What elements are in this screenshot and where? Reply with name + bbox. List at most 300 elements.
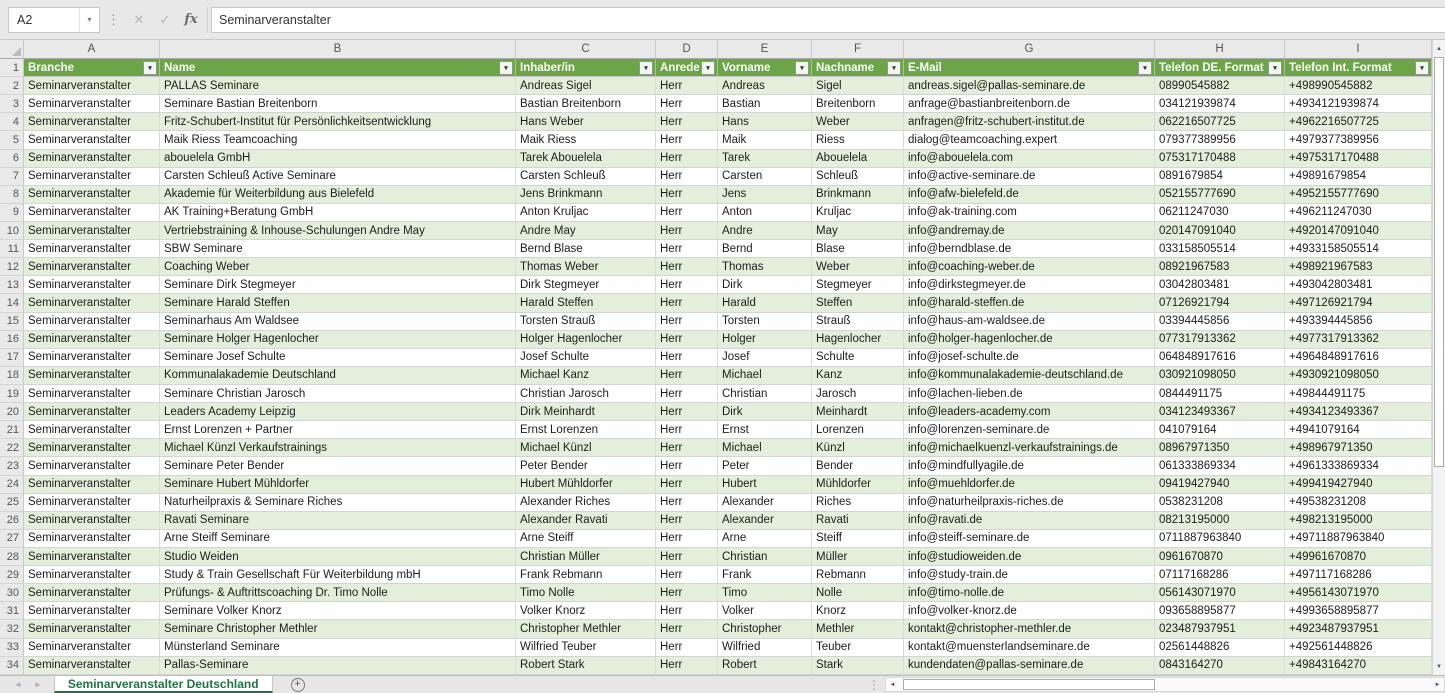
cell[interactable]: Herr: [656, 294, 718, 312]
cell[interactable]: +4977317913362: [1285, 331, 1432, 349]
cell[interactable]: Hubert Mühldorfer: [516, 476, 656, 494]
cell[interactable]: +4975317170488: [1285, 150, 1432, 168]
cell[interactable]: +497117168286: [1285, 566, 1432, 584]
cell[interactable]: Sigel: [812, 77, 904, 95]
row-number[interactable]: 19: [0, 385, 24, 403]
cell[interactable]: Knorz: [812, 602, 904, 620]
cell[interactable]: info@lorenzen-seminare.de: [904, 421, 1155, 439]
cell[interactable]: Tarek: [718, 150, 812, 168]
row-number[interactable]: 29: [0, 566, 24, 584]
cell[interactable]: info@volker-knorz.de: [904, 602, 1155, 620]
cell[interactable]: Seminarveranstalter: [24, 476, 160, 494]
cell[interactable]: info@study-train.de: [904, 566, 1155, 584]
cell[interactable]: Herr: [656, 240, 718, 258]
column-letter-I[interactable]: I: [1285, 40, 1432, 58]
formula-input[interactable]: [211, 7, 1445, 33]
cell[interactable]: 0891679854: [1155, 168, 1285, 186]
cell[interactable]: info@steiff-seminare.de: [904, 530, 1155, 548]
cell[interactable]: Herr: [656, 367, 718, 385]
cell[interactable]: Herr: [656, 403, 718, 421]
cell[interactable]: Robert Stark: [516, 657, 656, 675]
cell[interactable]: Herr: [656, 457, 718, 475]
row-number[interactable]: 28: [0, 548, 24, 566]
scroll-up-icon[interactable]: ▲: [1433, 40, 1445, 57]
cell[interactable]: Herr: [656, 77, 718, 95]
cell[interactable]: Münsterland Seminare: [160, 639, 516, 657]
cell[interactable]: Ravati: [812, 512, 904, 530]
cell[interactable]: Seminarveranstalter: [24, 657, 160, 675]
cell[interactable]: Herr: [656, 331, 718, 349]
cell[interactable]: Arne Steiff Seminare: [160, 530, 516, 548]
cell[interactable]: Herr: [656, 204, 718, 222]
cell[interactable]: Anton: [718, 204, 812, 222]
cell[interactable]: info@abouelela.com: [904, 150, 1155, 168]
cell[interactable]: Andreas: [718, 77, 812, 95]
cell[interactable]: Michael Künzl Verkaufstrainings: [160, 439, 516, 457]
cell[interactable]: Torsten: [718, 313, 812, 331]
prev-sheet-icon[interactable]: ◄: [14, 680, 22, 689]
cell[interactable]: Kommunalakademie Deutschland: [160, 367, 516, 385]
cell[interactable]: AK Training+Beratung GmbH: [160, 204, 516, 222]
cell[interactable]: Frank: [718, 566, 812, 584]
scroll-right-icon[interactable]: ►: [1434, 681, 1441, 688]
cell[interactable]: Hans: [718, 113, 812, 131]
row-number[interactable]: 33: [0, 639, 24, 657]
cell[interactable]: +49711887963840: [1285, 530, 1432, 548]
cell[interactable]: info@lachen-lieben.de: [904, 385, 1155, 403]
cell[interactable]: Prüfungs- & Auftrittscoaching Dr. Timo Nolle: [160, 584, 516, 602]
cell[interactable]: Christian Müller: [516, 548, 656, 566]
row-number[interactable]: 22: [0, 439, 24, 457]
cell[interactable]: 08990545882: [1155, 77, 1285, 95]
cell[interactable]: Arne: [718, 530, 812, 548]
cell[interactable]: +4961333869334: [1285, 457, 1432, 475]
name-box[interactable]: [8, 7, 100, 33]
insert-function-icon[interactable]: fx: [178, 7, 204, 33]
cell[interactable]: 034123493367: [1155, 403, 1285, 421]
row-number[interactable]: 17: [0, 349, 24, 367]
cell[interactable]: +4934123493367: [1285, 403, 1432, 421]
cell[interactable]: +498921967583: [1285, 258, 1432, 276]
cell[interactable]: Coaching Weber: [160, 258, 516, 276]
cell[interactable]: Michael Kanz: [516, 367, 656, 385]
cell[interactable]: 061333869334: [1155, 457, 1285, 475]
cell[interactable]: Methler: [812, 620, 904, 638]
filter-icon[interactable]: ▾: [795, 61, 809, 75]
cell[interactable]: Dirk: [718, 276, 812, 294]
cell[interactable]: info@ak-training.com: [904, 204, 1155, 222]
cell[interactable]: 062216507725: [1155, 113, 1285, 131]
cell[interactable]: Study & Train Gesellschaft Für Weiterbildung mbH: [160, 566, 516, 584]
column-letter-E[interactable]: E: [718, 40, 812, 58]
cell[interactable]: 03042803481: [1155, 276, 1285, 294]
cell[interactable]: info@timo-nolle.de: [904, 584, 1155, 602]
cell[interactable]: 064848917616: [1155, 349, 1285, 367]
cell[interactable]: Christopher Methler: [516, 620, 656, 638]
cell[interactable]: Herr: [656, 639, 718, 657]
cell[interactable]: Dirk: [718, 403, 812, 421]
cell[interactable]: Herr: [656, 548, 718, 566]
vertical-scroll-thumb[interactable]: [1434, 57, 1444, 467]
row-number[interactable]: 15: [0, 313, 24, 331]
sheet-tab-active[interactable]: [54, 676, 273, 693]
cell[interactable]: Stegmeyer: [812, 276, 904, 294]
cell[interactable]: Dirk Meinhardt: [516, 403, 656, 421]
cell[interactable]: Alexander Riches: [516, 494, 656, 512]
cell[interactable]: Anton Kruljac: [516, 204, 656, 222]
cell[interactable]: Künzl: [812, 439, 904, 457]
filter-icon[interactable]: ▾: [1268, 61, 1282, 75]
cell[interactable]: Herr: [656, 150, 718, 168]
cell[interactable]: Seminarveranstalter: [24, 313, 160, 331]
cell[interactable]: Thomas: [718, 258, 812, 276]
row-number[interactable]: 26: [0, 512, 24, 530]
row-number[interactable]: 2: [0, 77, 24, 95]
cell[interactable]: Harald: [718, 294, 812, 312]
cell[interactable]: Seminarveranstalter: [24, 620, 160, 638]
cell[interactable]: Carsten Schleuß: [516, 168, 656, 186]
cell[interactable]: Seminarveranstalter: [24, 349, 160, 367]
cell[interactable]: Harald Steffen: [516, 294, 656, 312]
cell[interactable]: info@afw-bielefeld.de: [904, 186, 1155, 204]
row-number[interactable]: 5: [0, 131, 24, 149]
name-box-dropdown-icon[interactable]: ▾: [79, 8, 99, 32]
cancel-icon[interactable]: ✕: [126, 7, 152, 33]
cell[interactable]: Seminarveranstalter: [24, 530, 160, 548]
cell[interactable]: Seminarveranstalter: [24, 403, 160, 421]
cell[interactable]: Josef Schulte: [516, 349, 656, 367]
cell[interactable]: +498967971350: [1285, 439, 1432, 457]
cell[interactable]: Seminare Holger Hagenlocher: [160, 331, 516, 349]
cell[interactable]: May: [812, 222, 904, 240]
cell[interactable]: Vertriebstraining & Inhouse-Schulungen Andre May: [160, 222, 516, 240]
cell[interactable]: +4956143071970: [1285, 584, 1432, 602]
cell[interactable]: info@dirkstegmeyer.de: [904, 276, 1155, 294]
cell[interactable]: +492561448826: [1285, 639, 1432, 657]
cell[interactable]: 03394445856: [1155, 313, 1285, 331]
cell[interactable]: Strauß: [812, 313, 904, 331]
cell[interactable]: Breitenborn: [812, 95, 904, 113]
cell[interactable]: Maik Riess Teamcoaching: [160, 131, 516, 149]
cell[interactable]: Carsten Schleuß Active Seminare: [160, 168, 516, 186]
cell[interactable]: Herr: [656, 584, 718, 602]
cell[interactable]: +498990545882: [1285, 77, 1432, 95]
cell[interactable]: kontakt@muensterlandseminare.de: [904, 639, 1155, 657]
cell[interactable]: Riches: [812, 494, 904, 512]
cell[interactable]: Steiff: [812, 530, 904, 548]
row-number[interactable]: 30: [0, 584, 24, 602]
cell[interactable]: Studio Weiden: [160, 548, 516, 566]
cell[interactable]: +499419427940: [1285, 476, 1432, 494]
cell[interactable]: Herr: [656, 494, 718, 512]
cell[interactable]: 077317913362: [1155, 331, 1285, 349]
header-cell[interactable]: [24, 59, 160, 77]
cell[interactable]: Ernst Lorenzen: [516, 421, 656, 439]
enter-icon[interactable]: ✓: [152, 7, 178, 33]
add-sheet-icon[interactable]: +: [291, 678, 305, 692]
cell[interactable]: Seminare Bastian Breitenborn: [160, 95, 516, 113]
row-number[interactable]: 11: [0, 240, 24, 258]
cell[interactable]: Herr: [656, 566, 718, 584]
cell[interactable]: Seminarveranstalter: [24, 77, 160, 95]
cell[interactable]: Carsten: [718, 168, 812, 186]
row-number[interactable]: 10: [0, 222, 24, 240]
cell[interactable]: 079377389956: [1155, 131, 1285, 149]
vertical-scroll-track[interactable]: [1433, 467, 1445, 658]
cell[interactable]: Bernd Blase: [516, 240, 656, 258]
filter-icon[interactable]: ▾: [639, 61, 653, 75]
cell[interactable]: Hagenlocher: [812, 331, 904, 349]
cell[interactable]: +497126921794: [1285, 294, 1432, 312]
cell[interactable]: Christopher: [718, 620, 812, 638]
cell[interactable]: Andre May: [516, 222, 656, 240]
cell[interactable]: info@kommunalakademie-deutschland.de: [904, 367, 1155, 385]
cell[interactable]: Seminarveranstalter: [24, 548, 160, 566]
cell[interactable]: +49843164270: [1285, 657, 1432, 675]
cell[interactable]: anfragen@fritz-schubert-institut.de: [904, 113, 1155, 131]
cell[interactable]: Herr: [656, 276, 718, 294]
cell[interactable]: Andre: [718, 222, 812, 240]
cell[interactable]: Maik: [718, 131, 812, 149]
next-sheet-icon[interactable]: ►: [33, 680, 42, 689]
vertical-scrollbar[interactable]: [1432, 40, 1445, 675]
cell[interactable]: Christian: [718, 548, 812, 566]
cell[interactable]: info@andremay.de: [904, 222, 1155, 240]
cell[interactable]: Bender: [812, 457, 904, 475]
cell[interactable]: Maik Riess: [516, 131, 656, 149]
cell[interactable]: Herr: [656, 258, 718, 276]
cell[interactable]: Jens Brinkmann: [516, 186, 656, 204]
row-number[interactable]: 4: [0, 113, 24, 131]
column-letter-F[interactable]: F: [812, 40, 904, 58]
cell[interactable]: Christian Jarosch: [516, 385, 656, 403]
row-number[interactable]: 31: [0, 602, 24, 620]
cell[interactable]: +49891679854: [1285, 168, 1432, 186]
cell[interactable]: Seminare Dirk Stegmeyer: [160, 276, 516, 294]
cell[interactable]: Bastian Breitenborn: [516, 95, 656, 113]
cell[interactable]: +4920147091040: [1285, 222, 1432, 240]
cell[interactable]: Alexander: [718, 512, 812, 530]
cell[interactable]: Herr: [656, 657, 718, 675]
cell[interactable]: Tarek Abouelela: [516, 150, 656, 168]
scroll-down-icon[interactable]: ▼: [1433, 658, 1445, 675]
cell[interactable]: Herr: [656, 512, 718, 530]
row-number[interactable]: 20: [0, 403, 24, 421]
cell[interactable]: Brinkmann: [812, 186, 904, 204]
cell[interactable]: 07117168286: [1155, 566, 1285, 584]
filter-icon[interactable]: ▾: [1415, 61, 1429, 75]
header-cell[interactable]: [812, 59, 904, 77]
cell[interactable]: +4941079164: [1285, 421, 1432, 439]
row-number[interactable]: 23: [0, 457, 24, 475]
cell[interactable]: 09419427940: [1155, 476, 1285, 494]
header-cell[interactable]: [718, 59, 812, 77]
splitter-dots-icon[interactable]: ⋮: [868, 677, 880, 692]
cell[interactable]: Seminarveranstalter: [24, 385, 160, 403]
cell[interactable]: SBW Seminare: [160, 240, 516, 258]
cell[interactable]: Seminarveranstalter: [24, 258, 160, 276]
cell[interactable]: 02561448826: [1155, 639, 1285, 657]
horizontal-scroll-thumb[interactable]: [903, 679, 1155, 690]
cell[interactable]: kundendaten@pallas-seminare.de: [904, 657, 1155, 675]
cell[interactable]: Seminarhaus Am Waldsee: [160, 313, 516, 331]
cell[interactable]: 0844491175: [1155, 385, 1285, 403]
cell[interactable]: Herr: [656, 439, 718, 457]
filter-icon[interactable]: ▾: [499, 61, 513, 75]
cell[interactable]: Seminarveranstalter: [24, 276, 160, 294]
cell[interactable]: info@ravati.de: [904, 512, 1155, 530]
cell[interactable]: Andreas Sigel: [516, 77, 656, 95]
cell[interactable]: Kruljac: [812, 204, 904, 222]
cell[interactable]: Jens: [718, 186, 812, 204]
column-letter-A[interactable]: A: [24, 40, 160, 58]
cell[interactable]: Seminarveranstalter: [24, 512, 160, 530]
cell[interactable]: Seminarveranstalter: [24, 131, 160, 149]
cell[interactable]: Hubert: [718, 476, 812, 494]
cell[interactable]: Michael: [718, 439, 812, 457]
cell[interactable]: +4933158505514: [1285, 240, 1432, 258]
cell[interactable]: info@michaelkuenzl-verkaufstrainings.de: [904, 439, 1155, 457]
cell[interactable]: Volker Knorz: [516, 602, 656, 620]
cell[interactable]: info@naturheilpraxis-riches.de: [904, 494, 1155, 512]
header-cell[interactable]: [1155, 59, 1285, 77]
cell[interactable]: Holger: [718, 331, 812, 349]
cell[interactable]: Nolle: [812, 584, 904, 602]
cell[interactable]: 0538231208: [1155, 494, 1285, 512]
row-number[interactable]: 34: [0, 657, 24, 675]
cell[interactable]: Alexander: [718, 494, 812, 512]
cell[interactable]: +493042803481: [1285, 276, 1432, 294]
cell[interactable]: +4979377389956: [1285, 131, 1432, 149]
cell[interactable]: Stark: [812, 657, 904, 675]
cell[interactable]: Rebmann: [812, 566, 904, 584]
cell[interactable]: Weber: [812, 258, 904, 276]
cell[interactable]: Herr: [656, 602, 718, 620]
cell[interactable]: Seminarveranstalter: [24, 222, 160, 240]
cell[interactable]: Seminarveranstalter: [24, 639, 160, 657]
row-number[interactable]: 3: [0, 95, 24, 113]
cell[interactable]: 08213195000: [1155, 512, 1285, 530]
cell[interactable]: info@leaders-academy.com: [904, 403, 1155, 421]
cell[interactable]: info@coaching-weber.de: [904, 258, 1155, 276]
cell[interactable]: Peter: [718, 457, 812, 475]
row-number[interactable]: 12: [0, 258, 24, 276]
cell[interactable]: +49538231208: [1285, 494, 1432, 512]
cell[interactable]: Seminare Christopher Methler: [160, 620, 516, 638]
cell[interactable]: +4964848917616: [1285, 349, 1432, 367]
cell[interactable]: PALLAS Seminare: [160, 77, 516, 95]
row-number[interactable]: 13: [0, 276, 24, 294]
cell[interactable]: Seminarveranstalter: [24, 457, 160, 475]
cell[interactable]: Weber: [812, 113, 904, 131]
cell[interactable]: Ravati Seminare: [160, 512, 516, 530]
cell[interactable]: +4952155777690: [1285, 186, 1432, 204]
cell[interactable]: Seminare Volker Knorz: [160, 602, 516, 620]
cell[interactable]: Christian: [718, 385, 812, 403]
filter-icon[interactable]: ▾: [701, 61, 715, 75]
column-letter-H[interactable]: H: [1155, 40, 1285, 58]
cell[interactable]: 08967971350: [1155, 439, 1285, 457]
row-number[interactable]: 8: [0, 186, 24, 204]
cell[interactable]: Bernd: [718, 240, 812, 258]
row-number[interactable]: 1: [0, 59, 24, 77]
cell[interactable]: Alexander Ravati: [516, 512, 656, 530]
cell[interactable]: +4934121939874: [1285, 95, 1432, 113]
cell[interactable]: Herr: [656, 313, 718, 331]
cell[interactable]: Ernst Lorenzen + Partner: [160, 421, 516, 439]
cell[interactable]: Herr: [656, 349, 718, 367]
row-number[interactable]: 14: [0, 294, 24, 312]
cell[interactable]: Seminare Harald Steffen: [160, 294, 516, 312]
cell[interactable]: 07126921794: [1155, 294, 1285, 312]
cell[interactable]: +4993658895877: [1285, 602, 1432, 620]
cell[interactable]: Seminarveranstalter: [24, 439, 160, 457]
cell[interactable]: Pallas-Seminare: [160, 657, 516, 675]
horizontal-scrollbar[interactable]: [885, 677, 1445, 692]
cell[interactable]: 0711887963840: [1155, 530, 1285, 548]
cell[interactable]: Riess: [812, 131, 904, 149]
cell[interactable]: 020147091040: [1155, 222, 1285, 240]
cell[interactable]: 041079164: [1155, 421, 1285, 439]
select-all-corner[interactable]: [0, 40, 24, 58]
filter-icon[interactable]: ▾: [1138, 61, 1152, 75]
cell[interactable]: Herr: [656, 620, 718, 638]
cell[interactable]: Seminarveranstalter: [24, 367, 160, 385]
cell[interactable]: Akademie für Weiterbildung aus Bielefeld: [160, 186, 516, 204]
cell[interactable]: Schulte: [812, 349, 904, 367]
column-letter-G[interactable]: G: [904, 40, 1155, 58]
horizontal-scroll-track[interactable]: [1155, 678, 1431, 691]
cell[interactable]: dialog@teamcoaching.expert: [904, 131, 1155, 149]
row-number[interactable]: 9: [0, 204, 24, 222]
cell[interactable]: Fritz-Schubert-Institut für Persönlichkeitsentwicklung: [160, 113, 516, 131]
cell[interactable]: Lorenzen: [812, 421, 904, 439]
cell[interactable]: +4962216507725: [1285, 113, 1432, 131]
cell[interactable]: abouelela GmbH: [160, 150, 516, 168]
cell[interactable]: Seminarveranstalter: [24, 204, 160, 222]
row-number[interactable]: 18: [0, 367, 24, 385]
cell[interactable]: Herr: [656, 421, 718, 439]
cell[interactable]: Steffen: [812, 294, 904, 312]
cell[interactable]: Naturheilpraxis & Seminare Riches: [160, 494, 516, 512]
cell[interactable]: Seminare Peter Bender: [160, 457, 516, 475]
row-number[interactable]: 6: [0, 150, 24, 168]
cell[interactable]: Torsten Strauß: [516, 313, 656, 331]
cell[interactable]: Jarosch: [812, 385, 904, 403]
cell[interactable]: 052155777690: [1155, 186, 1285, 204]
cell[interactable]: Seminarveranstalter: [24, 566, 160, 584]
cell[interactable]: Arne Steiff: [516, 530, 656, 548]
cell[interactable]: info@harald-steffen.de: [904, 294, 1155, 312]
header-cell[interactable]: [160, 59, 516, 77]
cell[interactable]: info@muehldorfer.de: [904, 476, 1155, 494]
cell[interactable]: Seminarveranstalter: [24, 168, 160, 186]
cell[interactable]: Seminarveranstalter: [24, 113, 160, 131]
header-cell[interactable]: [516, 59, 656, 77]
cell[interactable]: Timo: [718, 584, 812, 602]
cell[interactable]: Frank Rebmann: [516, 566, 656, 584]
cell[interactable]: 033158505514: [1155, 240, 1285, 258]
cell[interactable]: Schleuß: [812, 168, 904, 186]
cell[interactable]: Müller: [812, 548, 904, 566]
cell[interactable]: info@holger-hagenlocher.de: [904, 331, 1155, 349]
cell[interactable]: 06211247030: [1155, 204, 1285, 222]
cell[interactable]: 056143071970: [1155, 584, 1285, 602]
cell[interactable]: Abouelela: [812, 150, 904, 168]
row-number[interactable]: 21: [0, 421, 24, 439]
cell[interactable]: +4930921098050: [1285, 367, 1432, 385]
cell[interactable]: +493394445856: [1285, 313, 1432, 331]
